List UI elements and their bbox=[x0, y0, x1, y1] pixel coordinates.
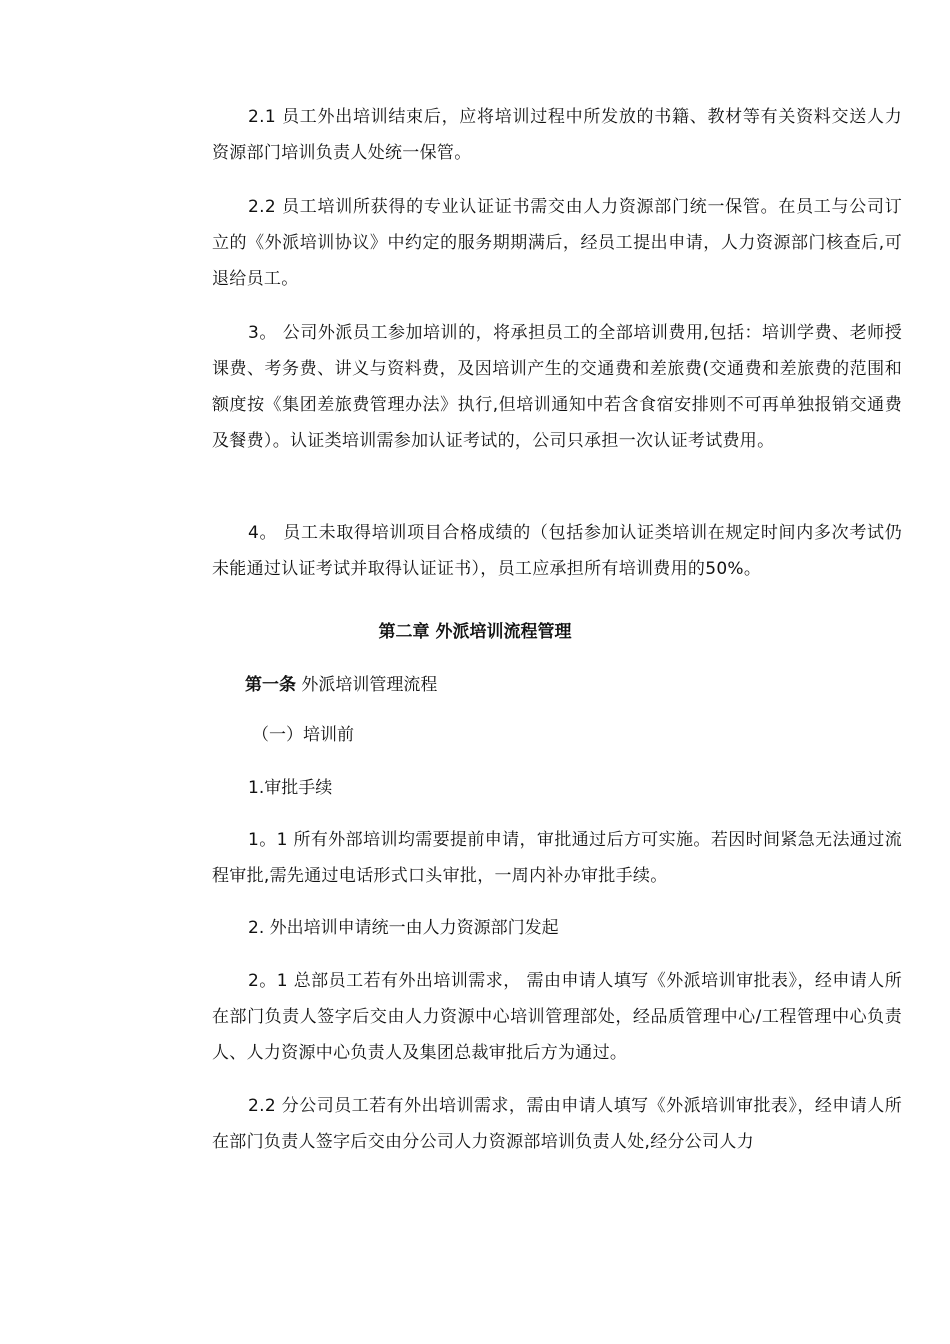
paragraph-item-2-1: 2。1 总部员工若有外出培训需求， 需由申请人填写《外派培训审批表》，经申请人所在部门负责人签字后交由人力资源中心培训管理部处，经品质管理中心/工程管理中心负责人、人力资源中心负责人及集团总裁审批后方为通过。 bbox=[212, 971, 902, 1063]
paragraph-2-2: 2.2 员工培训所获得的专业认证证书需交由人力资源部门统一保管。在员工与公司订立的《外派培训协议》中约定的服务期期满后，经员工提出申请，人力资源部门核查后,可退给员工。 bbox=[212, 197, 902, 289]
article-label: 第一条 bbox=[245, 675, 296, 695]
item-1-title: 1.审批手续 bbox=[248, 778, 333, 798]
section-title: （一）培训前 bbox=[252, 725, 354, 745]
chapter-title: 第二章 外派培训流程管理 bbox=[378, 622, 572, 642]
paragraph-item-2-2: 2.2 分公司员工若有外出培训需求，需由申请人填写《外派培训审批表》，经申请人所在部门负责人签字后交由分公司人力资源部培训负责人处,经分公司人力 bbox=[212, 1096, 902, 1152]
paragraph-3: 3。 公司外派员工参加培训的，将承担员工的全部培训费用,包括：培训学费、老师授课费、考务费、讲义与资料费，及因培训产生的交通费和差旅费(交通费和差旅费的范围和额度按《集团差旅费管理办法》执行,但培训通知中若含食宿安排则不可再单独报销交通费及餐费）。认证类培训需参加认证考试的，公司只承担一次认证考试费用。 bbox=[212, 323, 902, 451]
paragraph-1-1: 1。1 所有外部培训均需要提前申请，审批通过后方可实施。若因时间紧急无法通过流程审批,需先通过电话形式口头审批，一周内补办审批手续。 bbox=[212, 830, 902, 886]
paragraph-2-1: 2.1 员工外出培训结束后，应将培训过程中所发放的书籍、教材等有关资料交送人力资源部门培训负责人处统一保管。 bbox=[212, 107, 902, 163]
paragraph-4: 4。 员工未取得培训项目合格成绩的（包括参加认证类培训在规定时间内多次考试仍未能通过认证考试并取得认证证书），员工应承担所有培训费用的50%。 bbox=[212, 523, 902, 579]
article-text: 外派培训管理流程 bbox=[296, 675, 438, 695]
item-2-title: 2. 外出培训申请统一由人力资源部门发起 bbox=[248, 918, 559, 938]
article-heading bbox=[245, 667, 437, 703]
